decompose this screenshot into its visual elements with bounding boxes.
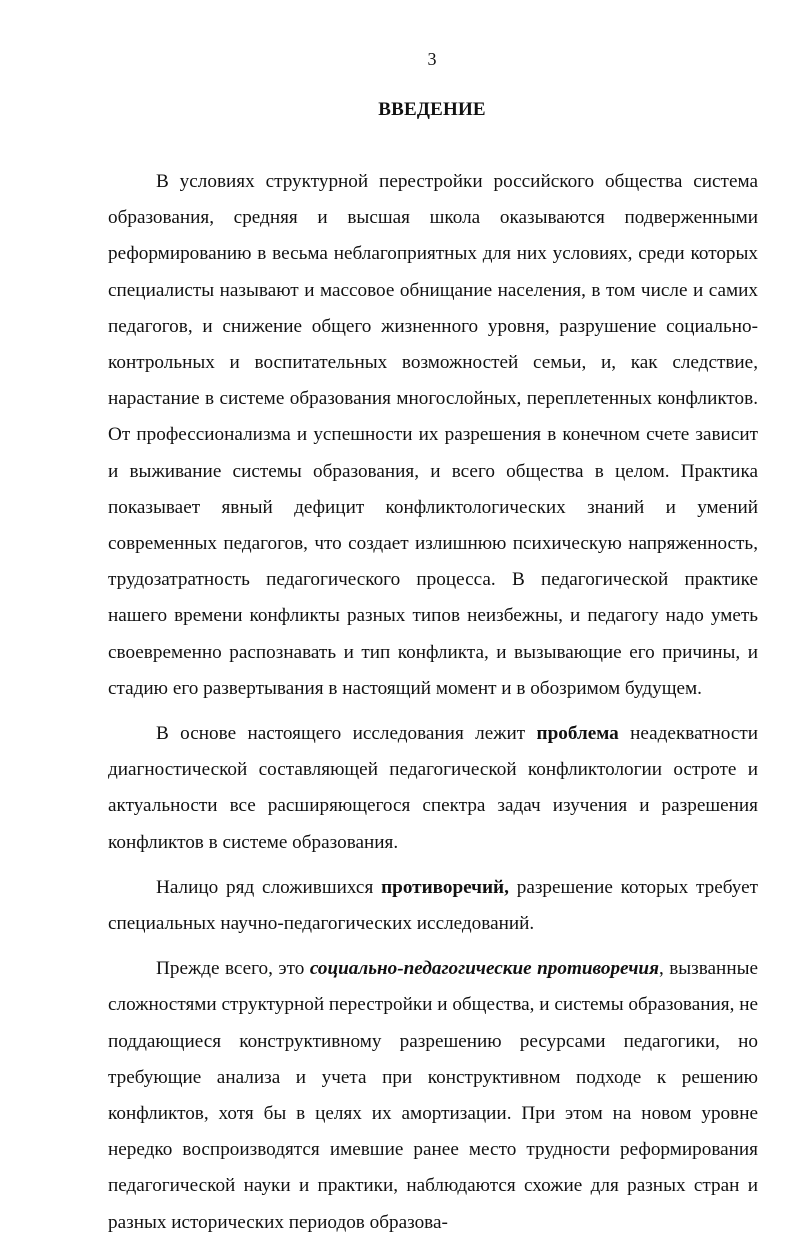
paragraph-4-start: Прежде всего, это [156,958,310,980]
paragraph-4-end: , вызванные сложностями структурной перестройки и общества, и системы образования, не поддающиеся конструктивному разрешению ресурсами педагогики, но требующие анализа и учета при конструктивном подходе к решению конфликтов, хотя бы в целях их амортизации. При этом на новом уровне нередко воспроизводятся имевшие ранее место трудности реформирования педагогической науки и практики, наблюдаются схожие для разных стран и разных исторических периодов образова- [108,958,758,1233]
paragraph-3-start: Налицо ряд сложившихся [156,876,382,898]
page-number: 3 [427,49,437,69]
paragraph-4-emphasis: социально-педагогические противоречия [309,958,659,980]
paragraph-3 [108,870,758,942]
paragraph-2 [108,716,758,861]
paragraph-1: В условиях структурной перестройки российского общества система образования, средняя и высшая школа оказываются подверженными реформированию в весьма неблагоприятных для них условиях, среди которых специалисты называют и массовое обнищание населения, в том числе и самих педагогов, и снижение общего жизненного уровня, разрушение социально-контрольных и воспитательных возможностей семьи, и, как следствие, нарастание в системе образования многослойных, переплетенных конфликтов. От профессионализма и успешности их разрешения в конечном счете зависит и выживание системы образования, и всего общества в целом. Практика показывает явный дефицит конфликтологических знаний и умений современных педагогов, что создает излишнюю психическую напряженность, трудозатратность педагогического процесса. В педагогической практике нашего времени конфликты разных типов неизбежны, и педагогу надо уметь своевременно распознавать и тип конфликта, и вызывающие его причины, и стадию его развертывания в настоящий момент и в обозримом будущем. [108,171,758,699]
paragraph-2-end: неадекватности диагностической составляющей педагогической конфликтологии остроте и актуальности все расширяющегося спектра задач изучения и разрешения конфликтов в системе образования. [108,723,758,853]
document-body [108,164,758,1250]
paragraph-4 [108,951,758,1241]
paragraph-3-emphasis: противоречий, [381,876,509,898]
page-title: ВВЕДЕНИЕ [378,99,486,120]
paragraph-3-end: разрешение которых требует специальных научно-педагогических исследований. [108,876,758,935]
paragraph-2-start: В основе настоящего исследования лежит [156,723,537,745]
paragraph-2-emphasis: проблема [536,723,619,745]
